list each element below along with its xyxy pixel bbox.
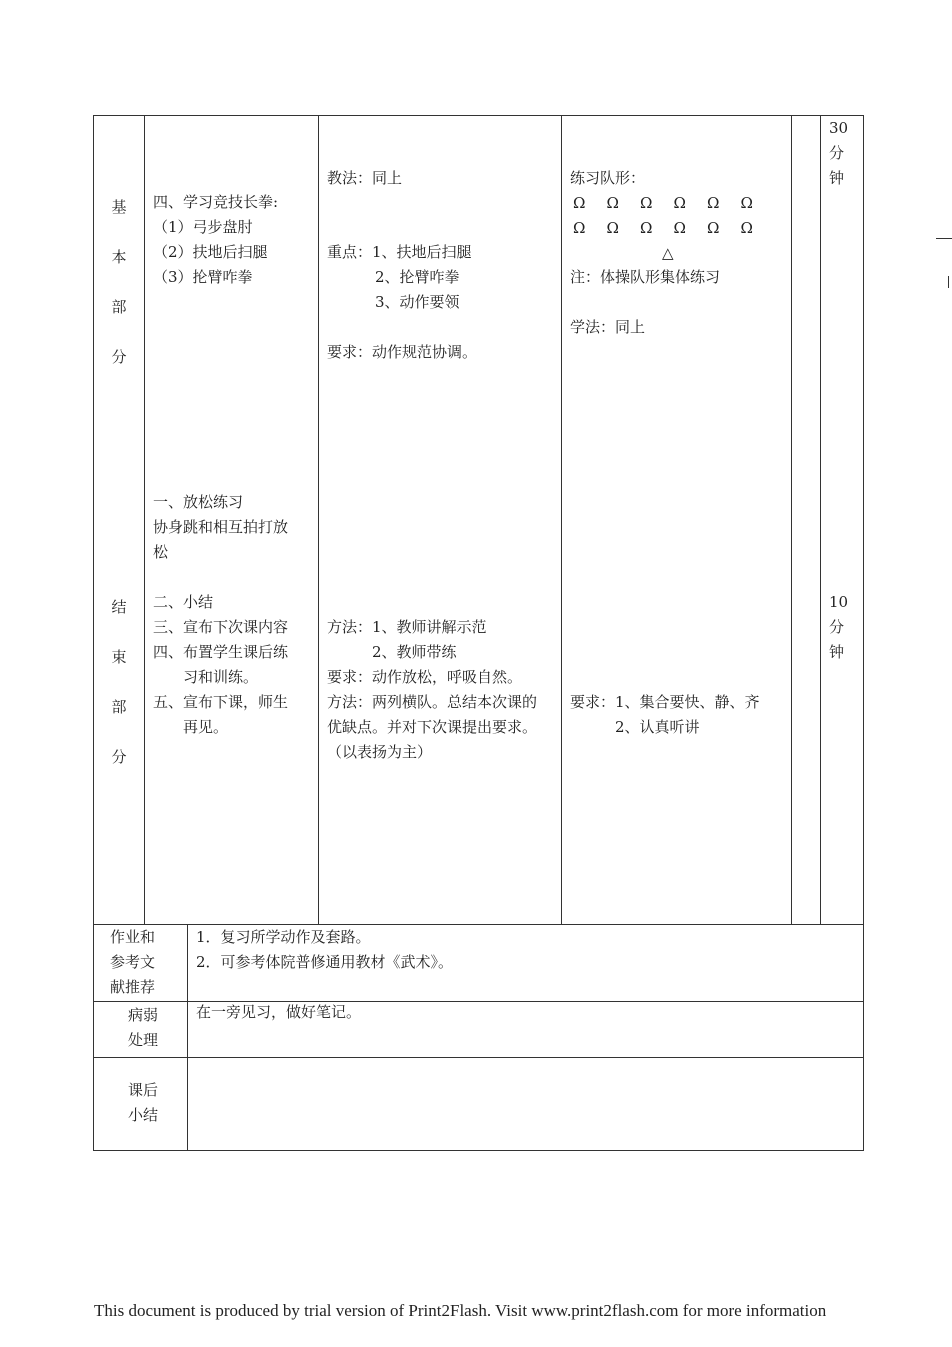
homework-item: 2．可参考体院普修通用教材《武术》。 <box>196 953 454 971</box>
time-unit-char: 分 <box>829 618 845 636</box>
homework-item: 1．复习所学动作及套路。 <box>196 928 371 946</box>
column-divider <box>318 115 319 924</box>
table-bottom-border <box>93 1150 864 1151</box>
summary-label: 小结 <box>128 1106 159 1124</box>
formation-row <box>573 191 774 216</box>
sick-label: 病弱 <box>128 1006 159 1024</box>
athlete-marker: Ω <box>606 194 619 212</box>
section-label-char: 部 <box>111 298 127 316</box>
athlete-marker: Ω <box>640 194 653 212</box>
athlete-marker: Ω <box>740 219 753 237</box>
ending-method-line: 优缺点。并对下次课提出要求。 <box>327 718 538 736</box>
athlete-marker: Ω <box>740 194 753 212</box>
section-label-char: 分 <box>111 348 127 366</box>
homework-label: 作业和 <box>110 928 156 946</box>
basic-method: 教法：同上 <box>327 169 403 187</box>
teacher-marker: △ <box>662 244 674 262</box>
time-unit-char: 钟 <box>829 643 845 661</box>
ending-method-line: 方法：1、教师讲解示范 <box>327 618 487 636</box>
section-label-char: 结 <box>111 598 127 616</box>
formation-title: 练习队形： <box>570 169 646 187</box>
ending-method-line: 方法：两列横队。总结本次课的 <box>327 693 538 711</box>
ending-method-line: 2、教师带练 <box>327 643 457 661</box>
column-divider <box>144 115 145 924</box>
study-method: 学法：同上 <box>570 318 646 336</box>
athlete-marker: Ω <box>707 194 720 212</box>
section-label-char: 束 <box>111 648 127 666</box>
sick-label: 处理 <box>128 1031 159 1049</box>
edge-mark <box>936 238 952 239</box>
ending-method-line: （以表扬为主） <box>327 743 433 761</box>
ending-content-line: 松 <box>153 543 169 561</box>
athlete-marker: Ω <box>573 194 586 212</box>
basic-focus-item: 2、抡臂咋拳 <box>375 268 460 286</box>
basic-content-item: （2）扶地后扫腿 <box>153 243 268 261</box>
time-value: 30 <box>829 119 849 137</box>
ending-content-line: 习和训练。 <box>153 668 259 686</box>
table-top-border <box>93 115 864 116</box>
ending-requirement-line: 要求：1、集合要快、静、齐 <box>570 693 760 711</box>
time-value: 10 <box>829 593 849 611</box>
edge-mark <box>948 276 949 288</box>
label-column-divider <box>187 924 188 1150</box>
formation-row <box>573 216 774 241</box>
athlete-marker: Ω <box>640 219 653 237</box>
ending-content-line: 再见。 <box>153 718 229 736</box>
athlete-marker: Ω <box>606 219 619 237</box>
basic-content-title: 四、学习竞技长拳: <box>153 193 279 211</box>
table-left-border <box>93 115 94 1150</box>
section-label-char: 本 <box>111 248 127 266</box>
ending-content-line: 协身跳和相互拍打放 <box>153 518 289 536</box>
time-unit-char: 钟 <box>829 169 845 187</box>
basic-focus-item: 3、动作要领 <box>375 293 460 311</box>
column-divider <box>820 115 821 924</box>
ending-content-line: 二、小结 <box>153 593 214 611</box>
athlete-marker: Ω <box>707 219 720 237</box>
ending-content-line: 一、放松练习 <box>153 493 244 511</box>
row-divider <box>93 1057 864 1058</box>
ending-content-line: 四、布置学生课后练 <box>153 643 289 661</box>
ending-requirement-line: 2、认真听讲 <box>570 718 700 736</box>
sick-text: 在一旁见习，做好笔记。 <box>196 1003 362 1021</box>
trial-version-footer: This document is produced by trial version of Print2Flash. Visit www.print2flash.com for more information <box>94 1301 827 1320</box>
summary-label: 课后 <box>128 1081 159 1099</box>
table-right-border <box>863 115 864 1150</box>
section-label-char: 部 <box>111 698 127 716</box>
homework-label: 参考文 <box>110 953 156 971</box>
ending-content-line: 三、宣布下次课内容 <box>153 618 289 636</box>
column-divider <box>561 115 562 924</box>
section-label-char: 基 <box>111 198 127 216</box>
homework-label: 献推荐 <box>110 978 156 996</box>
column-divider <box>791 115 792 924</box>
basic-content-item: （1）弓步盘肘 <box>153 218 253 236</box>
basic-focus-title: 重点：1、扶地后扫腿 <box>327 243 472 261</box>
basic-content-item: （3）抡臂咋拳 <box>153 268 253 286</box>
formation-note: 注：体操队形集体练习 <box>570 268 721 286</box>
section-label-char: 分 <box>111 748 127 766</box>
athlete-marker: Ω <box>673 219 686 237</box>
time-unit-char: 分 <box>829 144 845 162</box>
athlete-marker: Ω <box>573 219 586 237</box>
ending-content-line: 五、宣布下课，师生 <box>153 693 289 711</box>
ending-method-line: 要求：动作放松，呼吸自然。 <box>327 668 523 686</box>
athlete-marker: Ω <box>673 194 686 212</box>
basic-requirement: 要求：动作规范协调。 <box>327 343 478 361</box>
